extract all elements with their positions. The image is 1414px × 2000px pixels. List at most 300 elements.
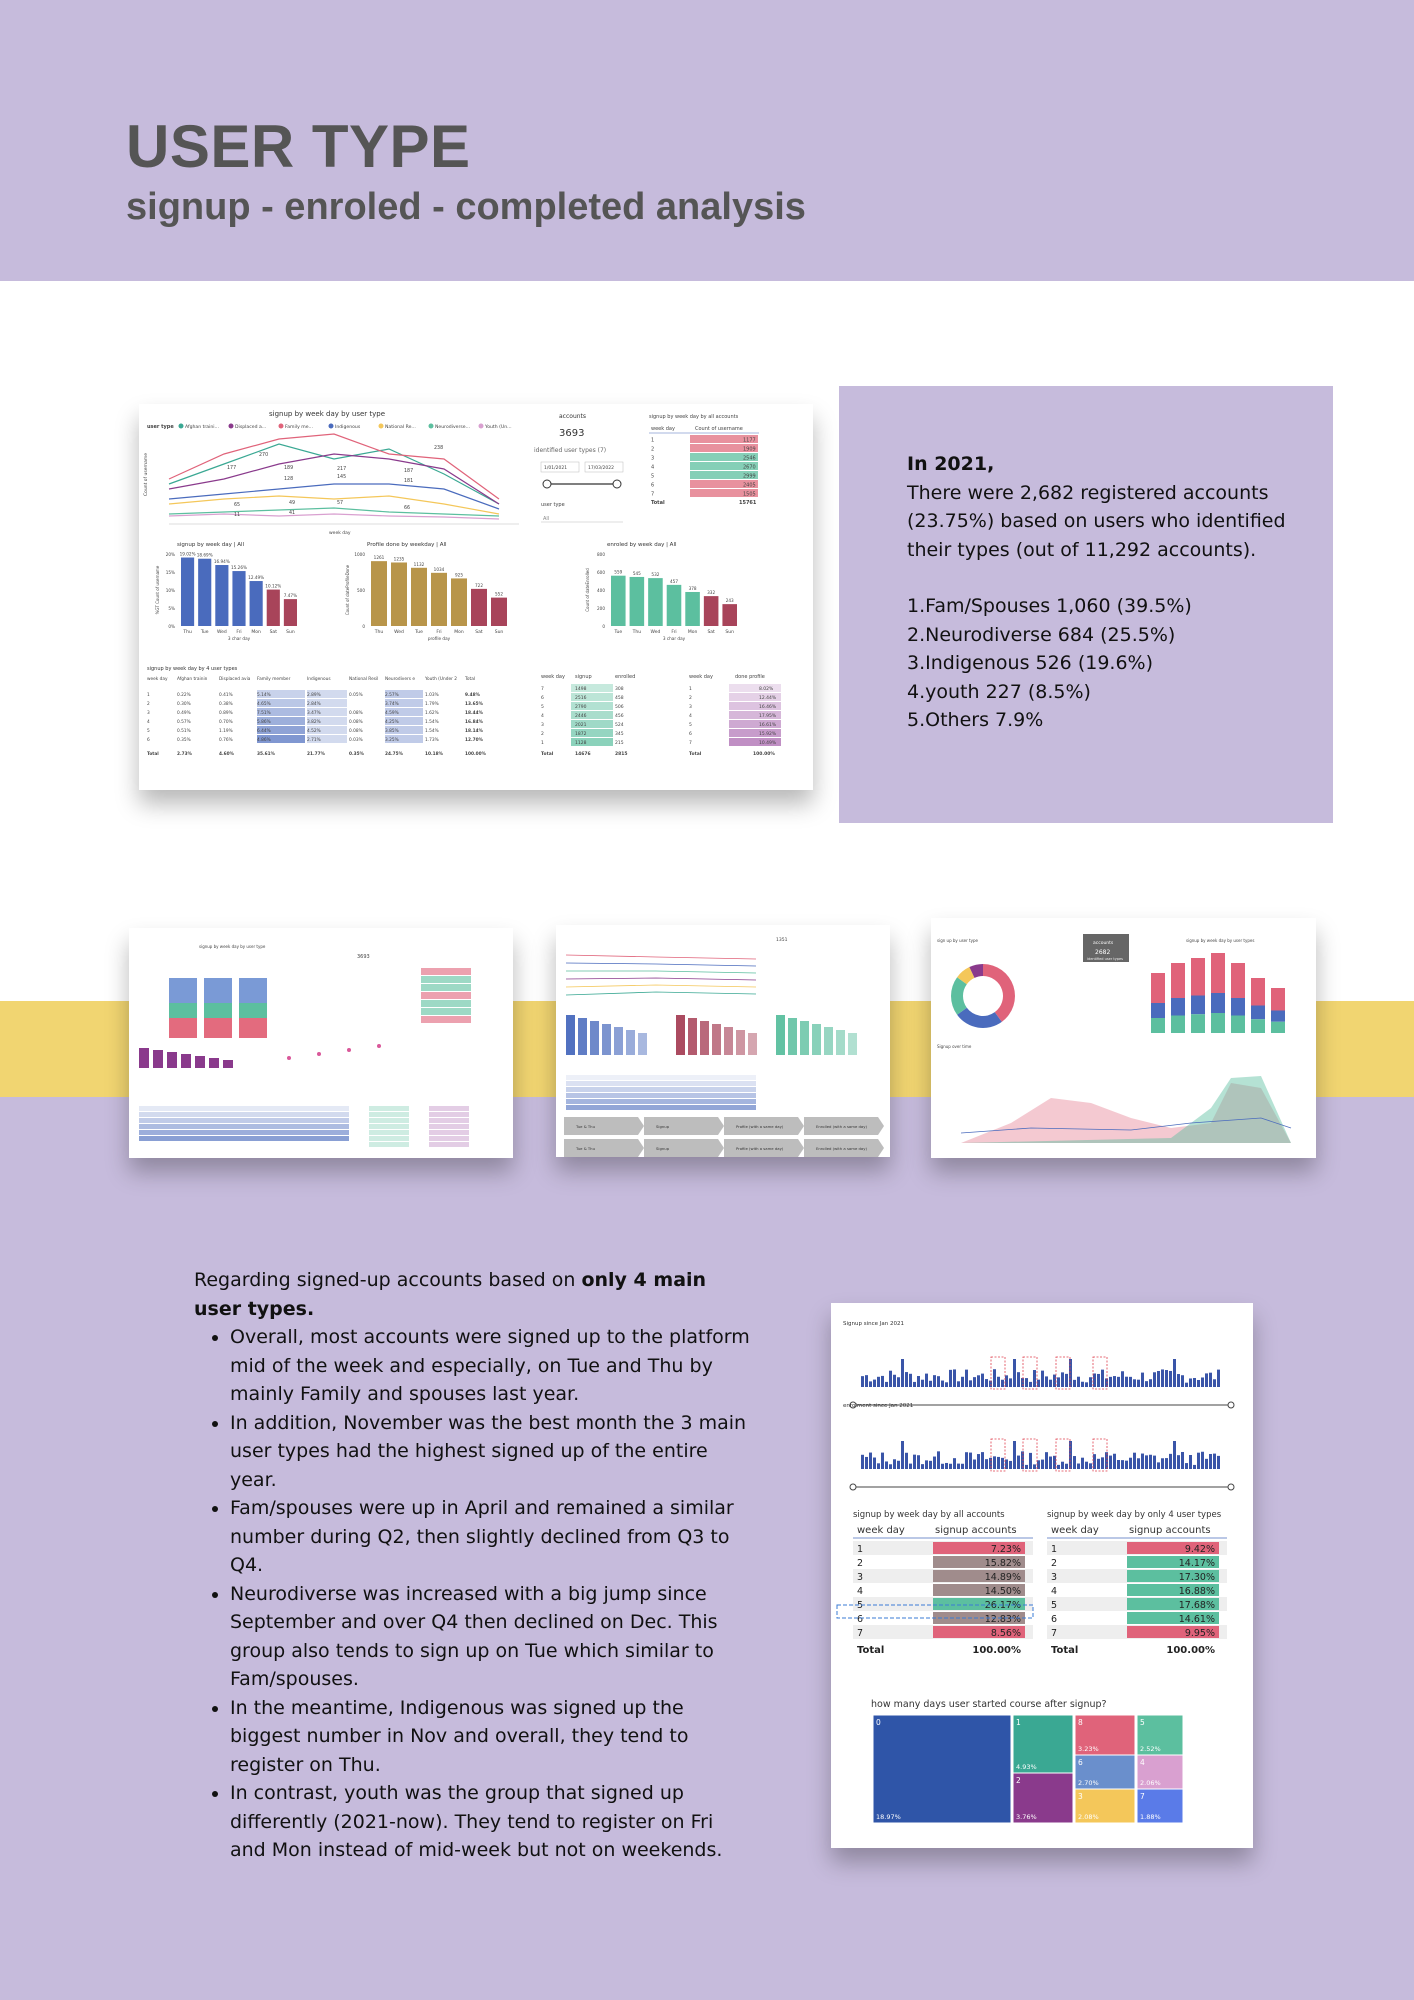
timeseries-bar <box>925 1460 928 1469</box>
summary-body: There were 2,682 registered accounts (23.75%) based on users who identified their types (out of 11,292 accounts). <box>907 481 1286 561</box>
timeseries-bar <box>913 1382 916 1387</box>
line-data-label: 189 <box>284 466 294 471</box>
se-cell: 6 <box>541 696 544 701</box>
signup-weekday-chart-bar <box>250 581 263 626</box>
table-value: 9.42% <box>1184 1544 1215 1555</box>
thumb-heat <box>139 1124 349 1129</box>
timeseries-bar <box>993 1369 996 1387</box>
timeseries-bar <box>953 1369 956 1387</box>
matrix-cell: 0.89% <box>219 711 233 716</box>
enroled-weekday-chart-bar <box>685 592 700 626</box>
timeseries-bar <box>941 1464 944 1469</box>
matrix-header: week day <box>147 677 168 682</box>
matrix-cell: 13.65% <box>465 702 483 707</box>
timeseries-bar <box>1181 1452 1184 1469</box>
timeseries-bar <box>1121 1371 1124 1387</box>
timeseries-bar <box>1021 1378 1024 1387</box>
table-total-value: 100.00% <box>1166 1645 1215 1656</box>
analysis-bullet: • Overall, most accounts were signed up to the platform mid of the week and especially, on Tue and Thu by mainly Family and spouses last year. <box>230 1323 754 1409</box>
timeseries-bar <box>1173 1359 1176 1387</box>
funnel-step-label: Signup <box>656 1124 670 1129</box>
timeseries-bar <box>905 1453 908 1469</box>
table-value: 17.68% <box>1178 1600 1215 1611</box>
signup-weekday-chart-tick: Tue <box>200 630 209 635</box>
signup-weekday-chart-data-label: 12.49% <box>248 575 265 581</box>
timeseries-bar <box>1193 1465 1196 1469</box>
enroled-weekday-chart-bar <box>722 604 737 626</box>
line-data-label: 177 <box>227 466 237 471</box>
timeseries-bar <box>873 1458 876 1469</box>
timeseries-bar <box>1033 1464 1036 1469</box>
timeseries-bar <box>897 1377 900 1387</box>
thumb-heat <box>139 1136 349 1141</box>
matrix-cell: 4.65% <box>257 702 271 707</box>
legend-swatch <box>229 424 234 429</box>
thumb-bar <box>1171 998 1185 1016</box>
treemap-label: 4 <box>1140 1758 1145 1767</box>
thumb-bar <box>836 1030 845 1055</box>
timeseries-bar <box>1145 1455 1148 1469</box>
weekday-cell: 3 <box>651 455 655 462</box>
thumb-bar <box>1151 1003 1165 1018</box>
thumb-title: signup by week day by user type <box>199 944 266 949</box>
timeseries-bar <box>1133 1453 1136 1469</box>
thumb-heat <box>429 1112 469 1117</box>
thumbnail-2-canvas <box>556 925 890 1157</box>
treemap-label: 3 <box>1078 1792 1083 1801</box>
timeseries-bar <box>1049 1380 1052 1387</box>
se-header: enrolled <box>615 674 636 680</box>
weekday-cell: 2 <box>651 446 655 453</box>
matrix-header: Displaced avia <box>219 677 251 682</box>
se-cell: 524 <box>615 723 624 728</box>
timeseries-bar <box>1097 1374 1100 1387</box>
timeseries-bar <box>1193 1378 1196 1387</box>
thumb-heat <box>369 1142 409 1147</box>
matrix-cell: 1.54% <box>425 729 439 734</box>
timeseries-bar <box>1009 1461 1012 1469</box>
matrix-total: 35.61% <box>257 752 275 757</box>
timeseries-bar <box>1189 1378 1192 1387</box>
timeseries-bar <box>1197 1380 1200 1387</box>
timeseries-bar <box>1085 1382 1088 1387</box>
treemap-label: 7 <box>1140 1792 1145 1801</box>
treemap-tile <box>873 1715 1011 1823</box>
timeseries-bar <box>1057 1465 1060 1469</box>
timeseries-bar <box>1089 1463 1092 1469</box>
table-value: 12.83% <box>984 1614 1021 1625</box>
date-slider-handle <box>613 480 621 488</box>
timeseries-bar <box>1041 1460 1044 1469</box>
signup-weekday-chart-bar <box>232 571 245 626</box>
line-series <box>169 496 499 514</box>
timeseries-bar <box>1165 1370 1168 1387</box>
timeseries-bar <box>1165 1458 1168 1469</box>
donut-slice <box>983 964 1015 1022</box>
matrix-total: 4.60% <box>219 752 234 757</box>
signup-weekday-chart-bar <box>181 558 194 626</box>
matrix-cell: 18.14% <box>465 729 483 734</box>
profile-weekday-chart-data-label: 1034 <box>433 566 445 572</box>
donut-slice <box>951 977 967 1015</box>
matrix-cell: 0.03% <box>349 738 363 743</box>
timeseries-bar <box>889 1464 892 1469</box>
donut-slice <box>957 1008 1002 1028</box>
summary-list <box>907 592 1307 735</box>
thumb-heat <box>429 1136 469 1141</box>
matrix-cell: 1.19% <box>219 729 233 734</box>
thumb-bar <box>1191 996 1205 1015</box>
legend-swatch <box>479 424 484 429</box>
thumb-heat <box>566 1075 756 1080</box>
table-header: signup accounts <box>1129 1525 1211 1536</box>
thumb-bar <box>1231 998 1245 1016</box>
dp-cell: 10.49% <box>759 741 777 746</box>
legend-entry: National Re... <box>385 425 416 430</box>
timeseries-bar <box>1137 1380 1140 1387</box>
timeseries-bar <box>985 1379 988 1387</box>
dp-header: done profile <box>735 674 765 680</box>
timeseries-bar <box>1105 1378 1108 1387</box>
timeseries-bar <box>1177 1455 1180 1469</box>
analysis-bullet: • In contrast, youth was the group that signed up differently (2021-now). They tend to register on Fri and Mon instead of mid-week but not on weekends. <box>230 1779 754 1865</box>
timeseries-bar <box>1009 1378 1012 1387</box>
table-cell: 3 <box>857 1572 864 1583</box>
signup-weekday-chart-bar <box>267 590 280 626</box>
thumb-heat <box>139 1106 349 1111</box>
matrix-cell: 4.25% <box>385 720 399 725</box>
timeseries-bar <box>1025 1378 1028 1387</box>
range-handle <box>850 1484 856 1490</box>
timeseries-bar <box>1013 1359 1016 1387</box>
matrix-cell: 2.89% <box>307 693 321 698</box>
timeseries-bar <box>873 1380 876 1387</box>
thumb-heat <box>369 1112 409 1117</box>
enroled-weekday-chart-y-tick: 800 <box>597 552 605 557</box>
dp-cell: 17.95% <box>759 714 777 719</box>
se-cell: 5 <box>541 705 544 710</box>
timeseries-title: enrolment since Jan 2021 <box>843 1403 914 1409</box>
timeseries-bar <box>1153 1372 1156 1387</box>
thumb-bar <box>169 978 197 1003</box>
se-cell: 215 <box>615 741 624 746</box>
thumb-bar <box>239 1018 267 1038</box>
signup-weekday-chart-data-label: 7.47% <box>283 593 298 599</box>
se-cell: 1498 <box>575 687 587 692</box>
accounts-card-sub: identified user types <box>1087 957 1123 961</box>
range-handle <box>1228 1484 1234 1490</box>
funnel-step-label: Enrolled (with a same day) <box>816 1124 867 1129</box>
profile-weekday-chart-y-tick: 1000 <box>354 552 365 557</box>
table-header: signup accounts <box>935 1525 1017 1536</box>
timeseries-bar <box>1141 1373 1144 1387</box>
timeseries-bar <box>1205 1459 1208 1469</box>
se-cell: 2446 <box>575 714 587 719</box>
funnel-step-label: Profile (with a same day) <box>736 1124 784 1129</box>
treemap-value: 2.70% <box>1078 1779 1099 1787</box>
table-cell: 6 <box>1051 1614 1058 1625</box>
matrix-cell: 0.30% <box>177 702 191 707</box>
analysis-bullet: • Fam/spouses were up in April and remained a similar number during Q2, then slightly declined from Q3 to Q4. <box>230 1494 754 1580</box>
timeseries-bar <box>973 1377 976 1387</box>
line-data-label: 217 <box>337 467 347 472</box>
matrix-cell: 4.52% <box>307 729 321 734</box>
analysis-intro <box>194 1266 754 1323</box>
table-value: 14.61% <box>1178 1614 1215 1625</box>
enroled-weekday-chart-x-label: 3 char day <box>662 636 686 641</box>
treemap-value: 3.23% <box>1078 1745 1099 1753</box>
matrix-title: signup by week day by 4 user types <box>147 666 238 672</box>
matrix-total: Total <box>147 752 159 757</box>
timeseries-bar <box>1185 1383 1188 1387</box>
signup-weekday-chart-y-tick: 5% <box>168 606 175 611</box>
thumb-bar <box>1211 953 1225 993</box>
matrix-cell: 6.44% <box>257 729 271 734</box>
funnel-step-label: Tue & Thu <box>576 1146 595 1151</box>
dp-cell: 5 <box>689 723 692 728</box>
timeseries-bar <box>1081 1458 1084 1469</box>
thumb-heat <box>421 992 471 999</box>
weekday-cell: 7 <box>651 491 655 498</box>
profile-weekday-chart-data-label: 552 <box>495 591 503 597</box>
thumb-bar <box>169 1003 197 1018</box>
se-cell: 1128 <box>575 741 587 746</box>
signup-weekday-chart-tick: Mon <box>251 630 261 635</box>
dp-cell: 3 <box>689 705 692 710</box>
dp-cell: 16.61% <box>759 723 777 728</box>
line-data-label: 65 <box>234 503 241 508</box>
page-title: USER TYPE <box>126 113 471 180</box>
timeseries-bar <box>1117 1377 1120 1387</box>
funnel-step-label: Profile (with a same day) <box>736 1146 784 1151</box>
dp-cell: 8.02% <box>759 687 774 692</box>
timeseries-bar <box>989 1381 992 1387</box>
enroled-weekday-chart-bar <box>667 585 682 626</box>
timeseries-bar <box>1101 1457 1104 1469</box>
profile-weekday-chart-tick: Thu <box>374 630 384 635</box>
thumb-bar <box>1191 1014 1205 1033</box>
timeseries-bar <box>881 1376 884 1387</box>
timeseries-bar <box>953 1458 956 1469</box>
timeseries-bar <box>921 1464 924 1469</box>
legend-label: user type <box>147 424 174 430</box>
profile-weekday-chart-data-label: 722 <box>475 582 483 588</box>
timeseries-bar <box>1001 1458 1004 1469</box>
signup-weekday-chart-bar <box>215 565 228 626</box>
treemap-label: 8 <box>1078 1718 1083 1727</box>
enroled-weekday-chart-data-label: 457 <box>670 578 678 584</box>
thumb-heat <box>369 1106 409 1111</box>
matrix-cell: 1.54% <box>425 720 439 725</box>
timeseries-bar <box>1137 1458 1140 1469</box>
timeseries-bar <box>1125 1377 1128 1387</box>
line-data-label: 181 <box>404 479 414 484</box>
timeseries-bar <box>1129 1377 1132 1387</box>
timeseries-bar <box>1161 1369 1164 1387</box>
timeseries-bar <box>1045 1452 1048 1469</box>
line-data-label: 41 <box>289 511 296 516</box>
thumb-bar <box>1251 1006 1265 1020</box>
timeseries-bar <box>1061 1372 1064 1387</box>
enroled-weekday-chart-bar <box>630 577 645 626</box>
signup-weekday-chart-title: signup by week day | All <box>177 542 245 548</box>
se-total: Total <box>541 752 554 757</box>
profile-weekday-chart-data-label: 1235 <box>393 556 405 562</box>
matrix-cell: 0.76% <box>219 738 233 743</box>
timeseries-bar <box>877 1463 880 1469</box>
timeseries-bar <box>1141 1454 1144 1469</box>
timeseries-bar <box>977 1375 980 1387</box>
profile-weekday-chart-bar <box>411 568 427 626</box>
signup-weekday-chart-y-tick: 10% <box>165 588 175 593</box>
treemap-value: 3.76% <box>1016 1813 1037 1821</box>
matrix-cell: 2.84% <box>307 702 321 707</box>
thumb-heat <box>421 976 471 983</box>
se-cell: 345 <box>615 732 624 737</box>
table-value: 17.30% <box>1178 1572 1215 1583</box>
timeseries-bar <box>913 1455 916 1469</box>
timeseries-bar <box>1073 1456 1076 1469</box>
matrix-header: Neurodivers e <box>385 677 416 682</box>
timeseries-bar <box>957 1464 960 1469</box>
profile-weekday-chart-bar <box>391 562 407 626</box>
thumb-bar <box>1251 1019 1265 1033</box>
accounts-card-value: 2682 <box>1095 949 1111 956</box>
timeseries-bar <box>1217 1370 1220 1387</box>
matrix-cell: 3.74% <box>385 702 399 707</box>
timeseries-bar <box>949 1370 952 1387</box>
legend-entry: Indigenous <box>335 425 361 430</box>
enroled-weekday-chart-tick: Sat <box>707 630 715 635</box>
matrix-header: Afghan trainin <box>177 677 208 682</box>
dp-cell: 16.46% <box>759 705 777 710</box>
thumb-bar <box>1151 973 1165 1003</box>
profile-weekday-chart-tick: Wed <box>394 630 404 635</box>
matrix-cell: 2.57% <box>385 693 399 698</box>
timeseries-bar <box>1213 1379 1216 1387</box>
dp-cell: 6 <box>689 732 692 737</box>
timeseries-bar <box>929 1461 932 1469</box>
matrix-header: National Resil <box>349 677 379 682</box>
thumb-bar <box>776 1015 785 1055</box>
signup-weekday-chart-y-label: %GT Count of username <box>155 565 160 615</box>
table-cell: 6 <box>857 1614 864 1625</box>
thumb-bar <box>1271 988 1285 1011</box>
matrix-cell: 0.22% <box>177 693 191 698</box>
summary-item: 5.Others 7.9% <box>907 709 1044 731</box>
thumb-heat <box>429 1118 469 1123</box>
timeseries-bar <box>1069 1441 1072 1469</box>
enroled-weekday-chart-bar <box>611 576 626 626</box>
enroled-weekday-chart-data-label: 332 <box>707 590 716 596</box>
timeseries-bar <box>1021 1451 1024 1469</box>
table-cell: 1 <box>1051 1544 1058 1555</box>
matrix-cell: 1.62% <box>425 711 439 716</box>
timeseries-bar <box>1149 1379 1152 1387</box>
enroled-weekday-chart-data-label: 532 <box>651 572 660 578</box>
table-value: 14.89% <box>984 1572 1021 1583</box>
timeseries-bar <box>949 1464 952 1469</box>
table-title: signup by week day by all accounts <box>853 1510 1005 1520</box>
matrix-cell: 4.59% <box>385 711 399 716</box>
timeseries-bar <box>1093 1454 1096 1469</box>
signup-weekday-chart-tick: Fri <box>236 630 242 635</box>
line-data-label: 145 <box>337 475 347 480</box>
thumb-accounts: 3693 <box>357 954 370 960</box>
matrix-cell: 0.41% <box>219 693 233 698</box>
line-data-label: 57 <box>337 501 344 506</box>
line-data-label: 128 <box>284 477 294 482</box>
se-cell: 2 <box>541 732 544 737</box>
thumb-bar <box>1211 993 1225 1013</box>
matrix-total: 2.73% <box>177 752 192 757</box>
treemap-value: 4.93% <box>1016 1763 1037 1771</box>
thumb-title: sign up by user type <box>937 938 978 943</box>
timeseries-bar <box>1157 1462 1160 1469</box>
thumb-bar <box>736 1030 745 1055</box>
profile-weekday-chart-bar <box>431 573 447 626</box>
matrix-cell: 1.73% <box>425 738 439 743</box>
timeseries-bar <box>1101 1370 1104 1387</box>
table-value: 26.17% <box>984 1600 1021 1611</box>
timeseries-bar <box>997 1377 1000 1387</box>
thumb-bar <box>181 1054 191 1068</box>
timeseries-bar <box>1037 1380 1040 1387</box>
table-cell: 7 <box>857 1628 864 1639</box>
matrix-cell: 0.38% <box>219 702 233 707</box>
thumb-heat <box>421 1000 471 1007</box>
dashboard-screenshot <box>139 404 813 790</box>
thumb-line <box>566 992 756 995</box>
timeseries-title: Signup since Jan 2021 <box>843 1321 904 1327</box>
timeseries-bar <box>869 1381 872 1387</box>
treemap-label: 0 <box>876 1718 881 1727</box>
funnel-step-label: Tue & Thu <box>576 1124 595 1129</box>
thumb-dot <box>287 1056 291 1060</box>
se-cell: 308 <box>615 687 624 692</box>
timeseries-bar <box>989 1458 992 1469</box>
signup-weekday-chart-data-label: 18.69% <box>196 552 213 558</box>
line-data-label: 66 <box>404 506 411 511</box>
timeseries-bar <box>1105 1452 1108 1469</box>
enroled-weekday-chart-data-label: 378 <box>688 585 697 591</box>
timeseries-bar <box>1037 1460 1040 1469</box>
timeseries-bar <box>1049 1457 1052 1469</box>
table-total-label: Total <box>857 1645 885 1656</box>
matrix-total: 0.35% <box>349 752 364 757</box>
enroled-weekday-chart-y-tick: 200 <box>597 606 605 611</box>
timeseries-bar <box>1069 1359 1072 1387</box>
se-cell: 506 <box>615 705 624 710</box>
timeseries-bar <box>1209 1454 1212 1469</box>
thumb-bar <box>239 978 267 1003</box>
timeseries-bar <box>965 1452 968 1469</box>
signup-weekday-chart-tick: Sun <box>286 630 295 635</box>
funnel-step-label: Enrolled (with a same day) <box>816 1146 867 1151</box>
thumb-bar <box>239 1003 267 1018</box>
matrix-cell: 18.44% <box>465 711 483 716</box>
timeseries-bar <box>917 1455 920 1469</box>
treemap-label: 2 <box>1016 1776 1021 1785</box>
thumb-bar <box>688 1018 697 1055</box>
thumb-bar <box>788 1018 797 1055</box>
timeseries-bar <box>937 1376 940 1387</box>
signup-detail-screenshot <box>831 1303 1253 1848</box>
treemap-label: 5 <box>1140 1718 1145 1727</box>
matrix-cell: 6 <box>147 738 150 743</box>
profile-weekday-chart-tick: Fri <box>436 630 442 635</box>
thumb-line <box>566 955 756 959</box>
